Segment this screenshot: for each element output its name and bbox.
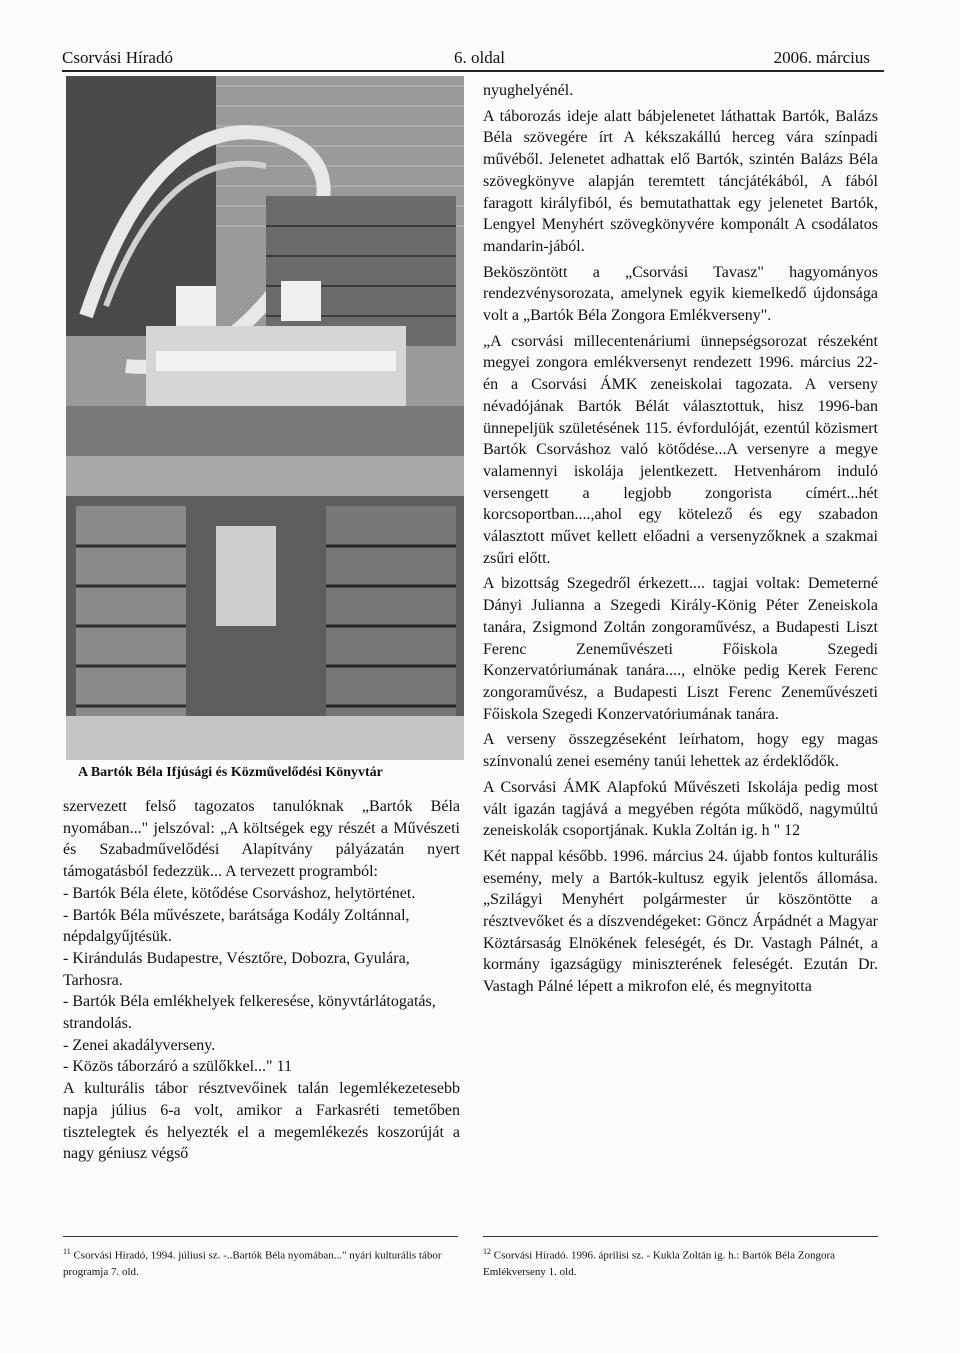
footnote-number: 11 bbox=[63, 1247, 71, 1256]
paragraph: A verseny összegzéseként leírhatom, hogy egy magas színvonalú zenei esemény tanúi lehettek az érdeklődők. bbox=[483, 731, 878, 771]
footnote-number: 12 bbox=[483, 1247, 491, 1256]
footnote-11 bbox=[63, 1244, 463, 1280]
footnote-text: Csorvási Híradó. 1996. áprilisi sz. - Kukla Zoltán ig. h.: Bartók Béla Zongora Emlékverseny 1. old. bbox=[483, 1249, 835, 1278]
footnote-rule bbox=[63, 1236, 458, 1237]
publication-name: Csorvási Híradó bbox=[62, 48, 173, 67]
photo-caption: A Bartók Béla Ifjúsági és Közművelődési Könyvtár bbox=[78, 765, 383, 780]
list-item: - Bartók Béla élete, kötődése Csorváshoz, helytörténet. bbox=[63, 884, 416, 902]
paragraph: A bizottság Szegedről érkezett.... tagjai voltak: Demeterné Dányi Julianna a Szegedi Király-König Péter Zeneiskola tanára, Zsigmond Zoltán zongoraművész, a Budapesti Liszt Ferenc Zeneművészeti Főiskola Szegedi Konzervatóriumának tanára...., elnöke pedig Kerek Ferenc zongoraművész, a Budapesti Liszt Ferenc Zeneművészeti Főiskola Szegedi Konzervatóriumának tanára. bbox=[483, 575, 878, 723]
right-column bbox=[483, 80, 878, 1002]
page-number: 6. oldal bbox=[454, 48, 505, 67]
list-item: - Bartók Béla emlékhelyek felkeresése, könyvtárlátogatás, strandolás. bbox=[63, 993, 436, 1033]
list-item: - Bartók Béla művészete, barátsága Kodály Zoltánnal, népdalgyűjtésük. bbox=[63, 906, 410, 946]
paragraph: A kulturális tábor résztvevőinek talán legemlékezetesebb napja július 6-a volt, amikor a Farkasréti temetőben tisztelegtek és helyezték el a megemlékezés koszorúját a nagy géniusz végső bbox=[63, 1080, 460, 1163]
issue-date: 2006. március bbox=[773, 48, 870, 67]
paragraph: nyughelyénél. bbox=[483, 82, 574, 99]
paragraph: „A csorvási millecentenáriumi ünnepségsorozat részeként megyei zongora emlékversenyt rendezett 1996. március 22-én a Csorvási ÁMK zeneiskolai tagozata. A verseny névadójának Bartók Bélát választottuk, hisz 1996-ban ünnepeljük születésének 115. évfordulóját, ezentúl közismert Bartók Csorváshoz való kötődése...A versenyre a megye valamennyi iskolája jelentkezett. Hetvenhárom induló versengett a legjobb zongorista címért...hét korcsoportban....,ahol egy kötelező és egy szabadon választott művet kellett előadni a versenyzőknek a szakmai zsűri előtt. bbox=[483, 332, 878, 567]
header-rule bbox=[62, 70, 884, 72]
footnote-12 bbox=[483, 1244, 883, 1280]
footnote-text: Csorvási Híradó, 1994. júliusi sz. -..Bartók Béla nyomában..." nyári kulturális tábor programja 7. old. bbox=[63, 1249, 442, 1278]
paragraph: A táborozás ideje alatt bábjelenetet láthattak Bartók, Balázs Béla szövegére írt A kékszakállú herceg vára színpadi művéből. Jelenetet adhattak elő Bartók, szintén Balázs Béla szövegkönyve alapján teremtett táncjátékából, A fából faragott királyfiból, és bemutathattak egy jelenetet Bartók, Lengyel Menyhért szövegkönyvére komponált A csodálatos mandarin-jából. bbox=[483, 107, 878, 255]
footnote-rule bbox=[483, 1236, 878, 1237]
list-item: - Zenei akadályverseny. bbox=[63, 1036, 216, 1054]
list-item: - Kirándulás Budapestre, Vésztőre, Dobozra, Gyulára, Tarhosra. bbox=[63, 949, 410, 989]
paragraph: szervezett felső tagozatos tanulóknak „Bartók Béla nyomában..." jelszóval: „A költségek egy részét a Művészeti és Szabadművelődési Alapítvány pályázatán nyert támogatásból fedezzük... A tervezett programból: bbox=[63, 798, 460, 881]
library-photo bbox=[66, 76, 464, 760]
paragraph: Beköszöntött a „Csorvási Tavasz" hagyományos rendezvénysorozata, amelynek egyik kiemelkedő újdonsága volt a „Bartók Béla Zongora Emlékverseny". bbox=[483, 263, 878, 325]
paragraph: Két nappal később. 1996. március 24. újabb fontos kulturális esemény, mely a Bartók-kultusz egyik jelentős állomása. „Szilágyi Menyhért polgármester úr köszöntötte a résztvevőket és a díszvendégeket: Göncz Árpádnét a Magyar Köztársaság Elnökének feleségét, és Dr. Vastagh Pálnét, a kormány igazságügy miniszterének feleségét. Ezután Dr. Vastagh Pálné lépett a mikrofon elé, és megnyitotta bbox=[483, 847, 878, 996]
list-item: - Közös táborzáró a szülőkkel..." 11 bbox=[63, 1058, 292, 1076]
paragraph: A Csorvási ÁMK Alapfokú Művészeti Iskolája pedig most vált igazán tagjává a megyében régóta működő, nagymúltú zeneiskolák csoportjának. Kukla Zoltán ig. h " 12 bbox=[483, 778, 878, 840]
left-column bbox=[63, 796, 460, 1165]
